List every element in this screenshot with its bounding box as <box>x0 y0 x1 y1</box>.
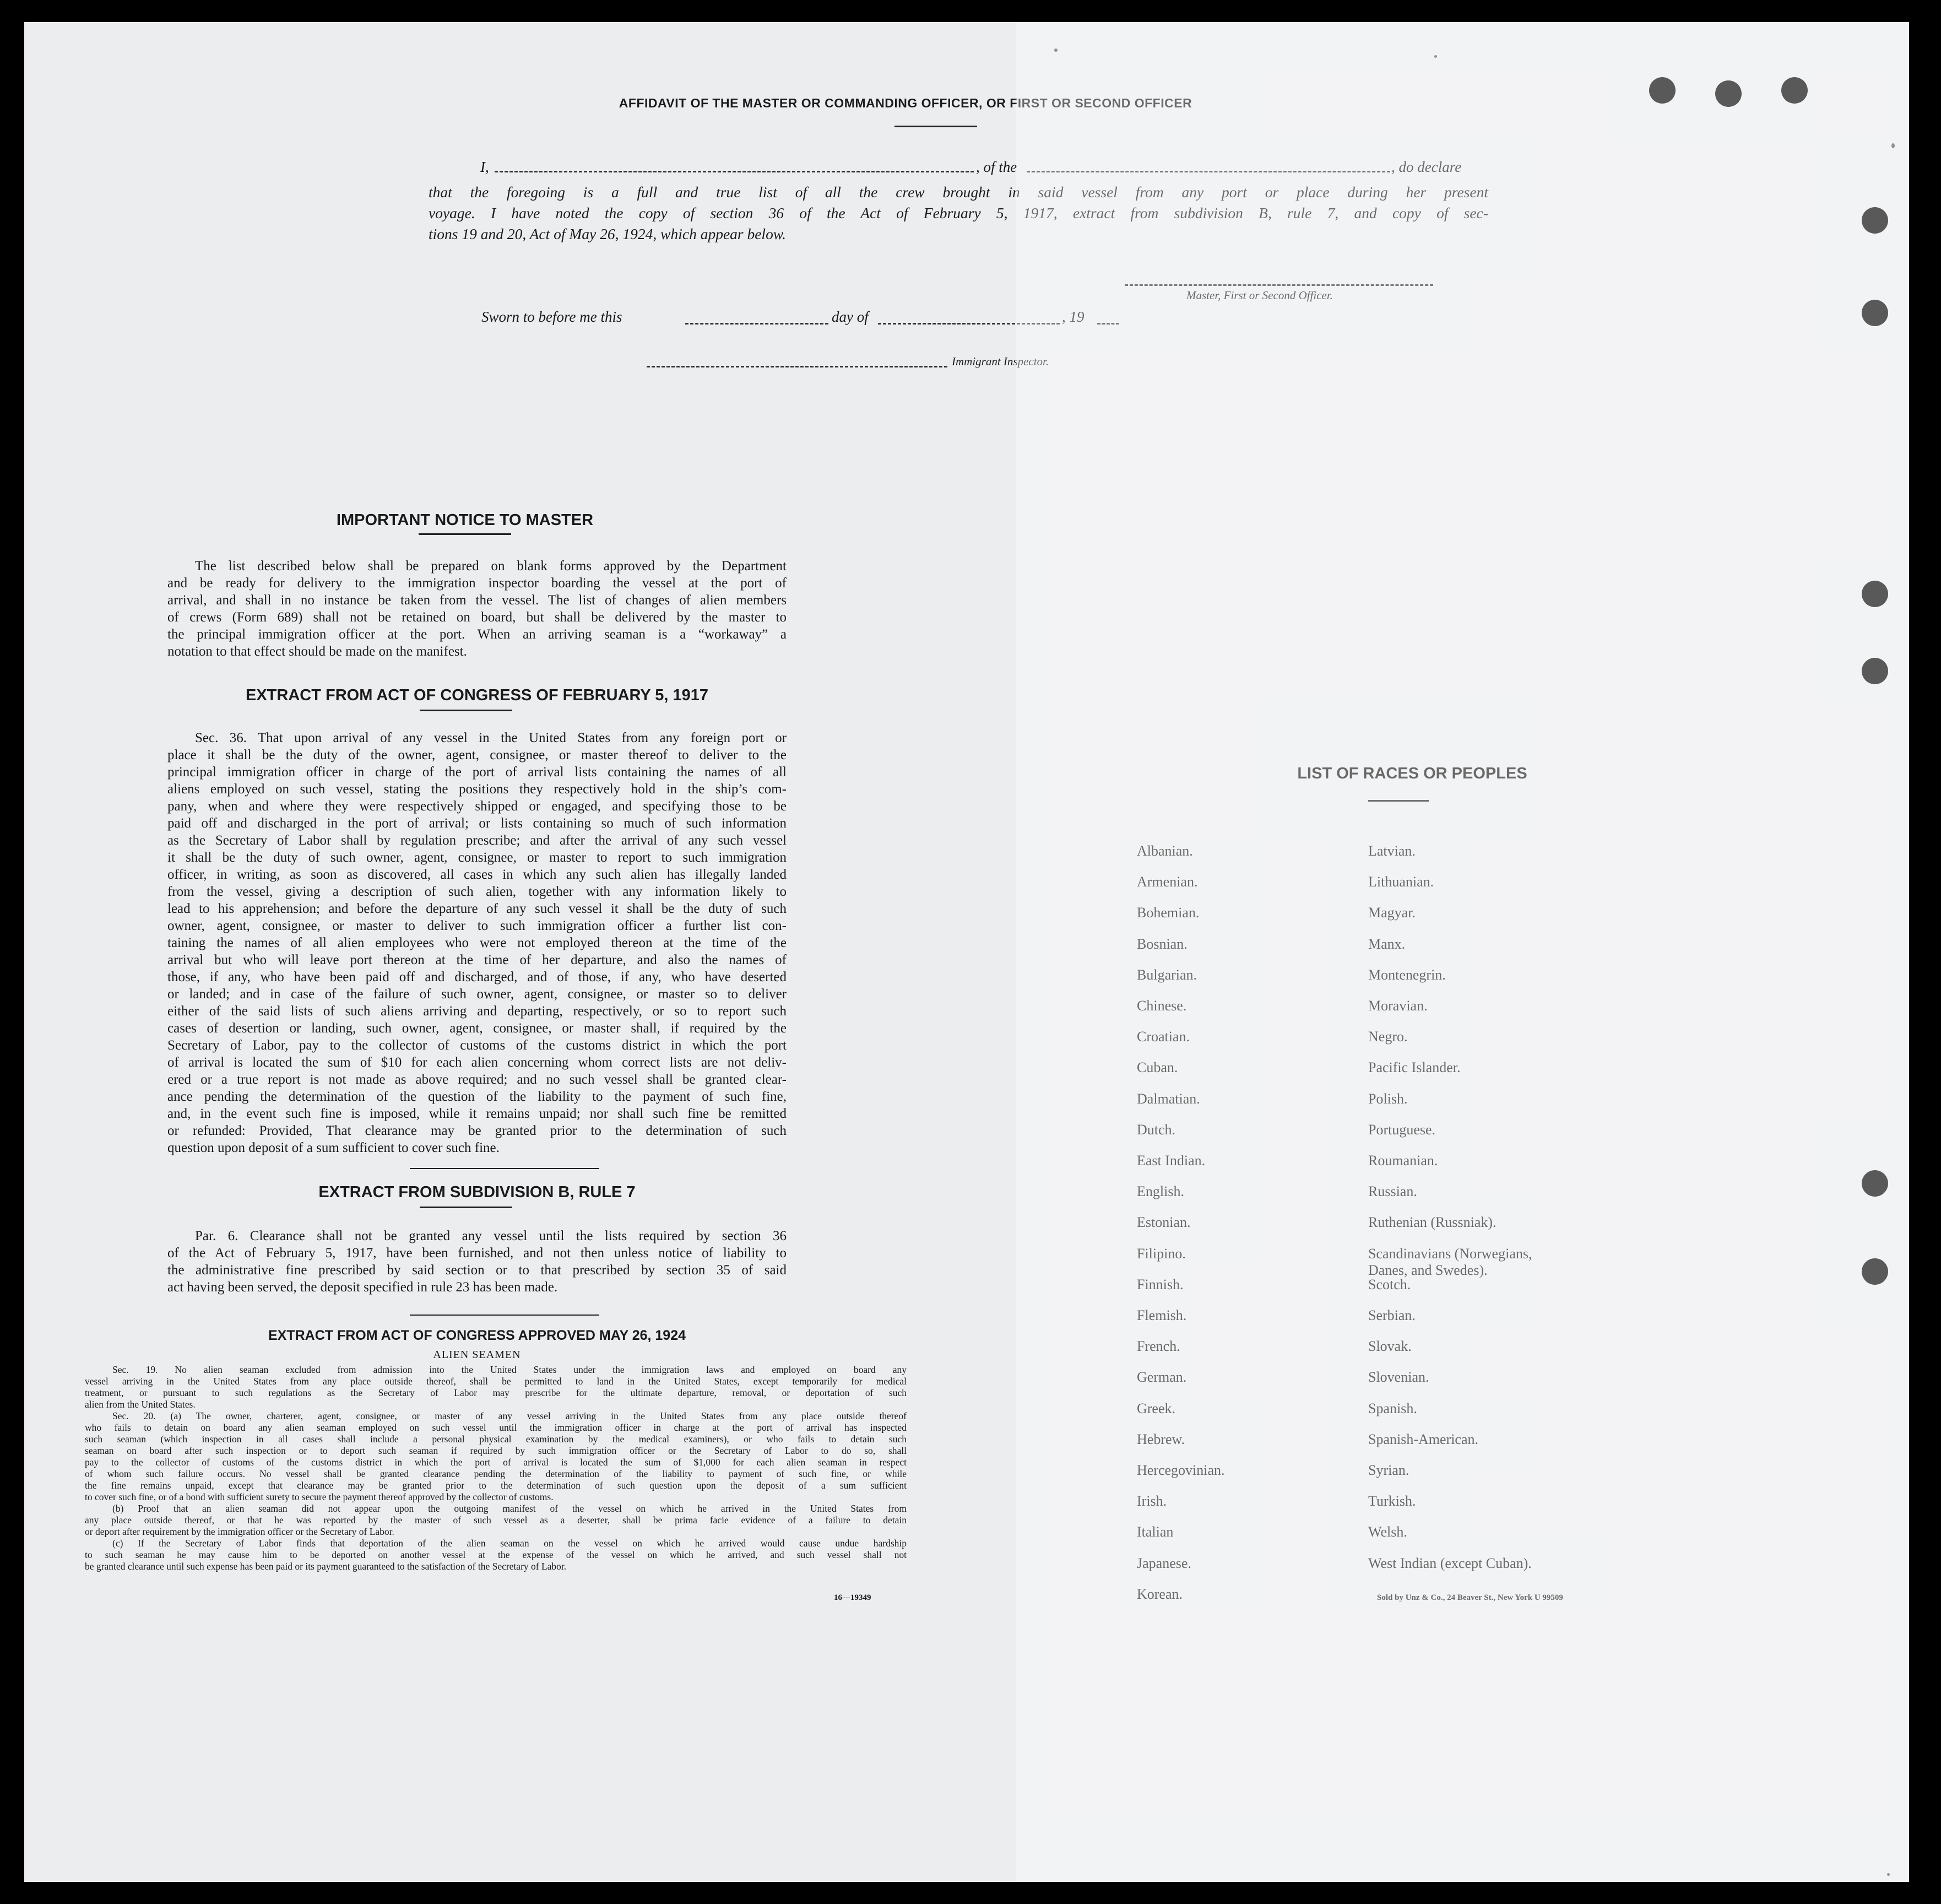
sec36-line: officer, in writing, as soon as discovered, all cases in which any such alien has illegally landed <box>167 867 787 882</box>
rule7-divider <box>420 1207 512 1208</box>
sec36-line: it shall be the duty of such owner, agent, consignee, or master to report to such immigration <box>167 850 787 865</box>
sec20-line: any place outside thereof, or that he was reported by the master of such vessel as a deserter, shall be prima facie evidence of a failure to detain <box>85 1514 907 1526</box>
race-item: Estonian. <box>1137 1214 1191 1231</box>
form-number: 16—19349 <box>834 1593 871 1602</box>
punch-hole <box>1862 581 1888 607</box>
sec36-line: or refunded: Provided, That clearance may be granted prior to the determination of such <box>167 1123 787 1138</box>
sec36-line: from the vessel, giving a description of such alien, together with any information likely to <box>167 884 787 899</box>
inspector-signature-field[interactable] <box>647 366 947 367</box>
race-item: Chinese. <box>1137 998 1187 1014</box>
sec36-line: aliens employed on such vessel, stating the positions they respectively hold in the ship’s com- <box>167 782 787 797</box>
notice-line: notation to that effect should be made on the manifest. <box>167 644 467 659</box>
race-item: Slovenian. <box>1368 1369 1429 1386</box>
sec36-line: Secretary of Labor, pay to the collector of customs of the customs district in which the port <box>167 1038 787 1053</box>
race-item: Dalmatian. <box>1137 1090 1200 1107</box>
sec36-line: cases of desertion or landing, such owner, agent, consignee, or master shall, if required by the <box>167 1021 787 1036</box>
race-item: Italian <box>1137 1524 1174 1540</box>
races-divider <box>1368 800 1429 802</box>
affidavit-declare-label: , do declare <box>1391 159 1462 175</box>
race-item: Flemish. <box>1137 1307 1187 1323</box>
punch-hole <box>1781 77 1808 104</box>
race-item: Moravian. <box>1368 998 1428 1014</box>
race-item: Spanish-American. <box>1368 1431 1479 1447</box>
sworn-label: Sworn to before me this <box>481 309 622 325</box>
sec36-line: owner, agent, consignee, or master to deliver to such immigration officer a further list con- <box>167 918 787 933</box>
race-item: Cuban. <box>1137 1059 1178 1076</box>
rule7-body <box>167 1227 787 1296</box>
notice-line: The list described below shall be prepared on blank forms approved by the Department <box>195 559 787 574</box>
day-of-label: day of <box>832 309 869 325</box>
notice-line: of crews (Form 689) shall not be retained on board, but shall be delivered by the master to <box>167 610 787 625</box>
sec36-line: ered or a true report is not made as above required; and no such vessel shall be granted clear- <box>167 1072 787 1087</box>
ink-speck <box>1054 48 1058 52</box>
master-name-field[interactable] <box>495 171 974 172</box>
punch-hole <box>1862 300 1888 326</box>
sec36-line: arrival but who will leave port thereon at the time of her departure, and also the names of <box>167 953 787 967</box>
section-divider <box>410 1168 599 1169</box>
race-item: Polish. <box>1368 1090 1408 1107</box>
race-item: Armenian. <box>1137 874 1198 890</box>
sec36-line: and, in the event such fine is imposed, while it remains unpaid; nor shall such fine be remitted <box>167 1106 787 1121</box>
notice-line: the principal immigration officer at the port. When an arriving seaman is a “workaway” a <box>167 627 787 642</box>
race-item: Syrian. <box>1368 1462 1409 1478</box>
race-item: Pacific Islander. <box>1368 1059 1461 1076</box>
race-item: Scandinavians (Norwegians, <box>1368 1245 1532 1262</box>
race-item: French. <box>1137 1338 1180 1355</box>
punch-hole <box>1862 207 1888 234</box>
race-item: Serbian. <box>1368 1307 1416 1323</box>
notice-title: IMPORTANT NOTICE TO MASTER <box>336 511 594 529</box>
race-item: Bulgarian. <box>1137 966 1197 983</box>
affidavit-title: AFFIDAVIT OF THE MASTER OR COMMANDING OFFICER, OR FIRST OR SECOND OFFICER <box>619 96 1192 110</box>
sec36-line: Sec. 36. That upon arrival of any vessel in the United States from any foreign port or <box>195 731 787 745</box>
extract-1917-body <box>167 729 787 1156</box>
punch-hole <box>1649 77 1676 104</box>
rule7-line: Par. 6. Clearance shall not be granted any vessel until the lists required by section 36 <box>195 1229 787 1243</box>
race-item: Hebrew. <box>1137 1431 1185 1447</box>
race-item: East Indian. <box>1137 1153 1206 1169</box>
ink-speck <box>1891 143 1895 148</box>
notice-divider <box>419 533 511 535</box>
race-item: Filipino. <box>1137 1245 1186 1262</box>
sec20-line: who fails to detain on board any alien seaman employed on such vessel until the immigration officer in charge at the port of arrival has inspected <box>85 1422 907 1433</box>
affidavit-of-the-label: , of the <box>976 159 1017 175</box>
sec36-line: taining the names of all alien employees who were not employed thereon at the time of the <box>167 935 787 950</box>
race-item: Korean. <box>1137 1586 1183 1602</box>
master-signature-field[interactable] <box>1125 284 1433 286</box>
sec36-line: paid off and discharged in the port of arrival; or lists containing so much of such information <box>167 816 787 831</box>
sec20-line: to cover such fine, or of a bond with sufficient surety to secure the payment thereof approved by the collector of customs. <box>85 1491 554 1502</box>
sec36-line: or landed; and in case of the failure of such owner, agent, consignee, or master so to deliver <box>167 987 787 1002</box>
race-item: Roumanian. <box>1368 1153 1438 1169</box>
sworn-year-field[interactable] <box>1097 323 1119 324</box>
sec36-line: ance pending the determination of the question of the liability to the payment of such fine, <box>167 1089 787 1104</box>
notice-line: and be ready for delivery to the immigration inspector boarding the vessel at the port of <box>167 576 787 591</box>
race-item: Scotch. <box>1368 1276 1411 1292</box>
race-item: Ruthenian (Russniak). <box>1368 1214 1497 1231</box>
sec36-line: lead to his apprehension; and before the departure of any such vessel it shall be the duty of such <box>167 901 787 916</box>
sec20-line: the fine remains unpaid, except that clearance may be granted prior to the determination of such question upon the deposit of a sum sufficient <box>85 1480 907 1491</box>
ink-speck <box>1887 1873 1890 1876</box>
punch-hole <box>1862 1258 1888 1285</box>
race-item: Irish. <box>1137 1493 1167 1510</box>
race-item: Spanish. <box>1368 1400 1417 1416</box>
race-item: Croatian. <box>1137 1029 1190 1045</box>
rule7-title: EXTRACT FROM SUBDIVISION B, RULE 7 <box>318 1183 636 1201</box>
race-item: Welsh. <box>1368 1524 1407 1540</box>
sec20-line: to such seaman he may cause him to be deported on another vessel at the expense of the vessel on which he arrived, and such vessel shall not <box>85 1549 907 1560</box>
sec20-line: seaman on board after such inspection or to deport such seaman if required by such immigration officer or the Secretary of Labor to do so, shall <box>85 1445 907 1456</box>
sec36-line: principal immigration officer in charge of the port of arrival lists containing the names of all <box>167 765 787 780</box>
rule7-line: the administrative fine prescribed by said section or to that prescribed by section 35 of said <box>167 1263 787 1278</box>
race-item: Latvian. <box>1368 843 1416 859</box>
race-item: Albanian. <box>1137 843 1193 859</box>
sec20-line: pay to the collector of customs of the customs district in which the port of arrival is located the sum of $1,000 for each alien seaman in respect <box>85 1457 907 1468</box>
extract-1917-divider <box>420 710 512 711</box>
race-item: Finnish. <box>1137 1276 1184 1292</box>
sec20-line: or deport after requirement by the immigration officer or the Secretary of Labor. <box>85 1526 394 1537</box>
punch-hole <box>1862 658 1888 684</box>
race-item: Danes, and Swedes). <box>1368 1262 1488 1278</box>
race-item: Hercegovinian. <box>1137 1462 1225 1478</box>
rule7-line: act having been served, the deposit specified in rule 23 has been made. <box>167 1280 558 1295</box>
document-page <box>24 22 1909 1882</box>
sec20-line: (c) If the Secretary of Labor finds that deportation of the alien seaman on the vessel on which he arrived would cause undue hardship <box>112 1538 907 1549</box>
sworn-month-field[interactable] <box>878 323 1060 324</box>
signature-caption: Master, First or Second Officer. <box>1186 289 1333 302</box>
affidavit-body-line1: that the foregoing is a full and true list of all the crew brought in said vessel from any port or place during her present <box>429 183 1488 201</box>
affidavit-body-line2: voyage. I have noted the copy of section 36 of the Act of February 5, 1917, extract from subdivision B, rule 7, and copy of sec- <box>429 204 1488 221</box>
sec20-line: (b) Proof that an alien seaman did not appear upon the outgoing manifest of the vessel on which he arrived in the United States from <box>112 1503 907 1514</box>
sec36-line: either of the said lists of such aliens arriving and departing, respectively, or so to report such <box>167 1004 787 1019</box>
sec36-line: those, if any, who have been paid off and discharged, and of those, if any, who have deserted <box>167 970 787 985</box>
sec19-line: vessel arriving in the United States from any place outside thereof, shall be permitted to land in the United States, except temporarily for medical <box>85 1376 907 1387</box>
sworn-day-field[interactable] <box>685 323 828 324</box>
race-item: Bohemian. <box>1137 905 1200 921</box>
inspector-caption: Immigrant Inspector. <box>952 355 1049 368</box>
sec36-line: pany, when and where they were respectively shipped or engaged, and specifying those to be <box>167 799 787 814</box>
extract-1924-title: EXTRACT FROM ACT OF CONGRESS APPROVED MAY 26, 1924 <box>268 1328 686 1343</box>
sec20-line: Sec. 20. (a) The owner, charterer, agent, consignee, or master of any vessel arriving in the United States from any place outside thereof <box>112 1410 907 1421</box>
race-item: Magyar. <box>1368 905 1416 921</box>
section-divider <box>410 1315 599 1316</box>
punch-hole <box>1862 1170 1888 1197</box>
rule7-line: of the Act of February 5, 1917, have been furnished, and not then unless notice of liability to <box>167 1246 787 1261</box>
punch-hole <box>1715 80 1742 107</box>
title-divider <box>894 126 977 127</box>
vessel-name-field[interactable] <box>1027 171 1390 172</box>
ink-speck <box>1434 55 1437 58</box>
notice-body <box>167 558 787 660</box>
race-item: Montenegrin. <box>1368 966 1446 983</box>
sec36-line: as the Secretary of Labor shall by regulation prescribe; and after the arrival of any such vessel <box>167 833 787 848</box>
sec19-line: alien from the United States. <box>85 1399 196 1410</box>
sec36-line: question upon deposit of a sum sufficient to cover such fine. <box>167 1140 500 1155</box>
year-label: , 19 <box>1062 309 1085 325</box>
sec19-line: Sec. 19. No alien seaman excluded from admission into the United States under the immigration laws and employed on board any <box>112 1364 907 1375</box>
extract-1924-body <box>85 1364 907 1572</box>
race-item: Japanese. <box>1137 1555 1191 1571</box>
race-item: Negro. <box>1368 1029 1408 1045</box>
extract-1917-title: EXTRACT FROM ACT OF CONGRESS OF FEBRUARY 5, 1917 <box>245 686 709 704</box>
sec20-line: be granted clearance until such expense has been paid or its payment guaranteed to the satisfaction of the Secretary of Labor. <box>85 1561 567 1572</box>
sec36-line: place it shall be the duty of the owner, agent, consignee, or master thereof to deliver to the <box>167 748 787 762</box>
race-item: German. <box>1137 1369 1187 1386</box>
race-item: Bosnian. <box>1137 935 1188 952</box>
race-item: Portuguese. <box>1368 1121 1436 1138</box>
race-item: Lithuanian. <box>1368 874 1434 890</box>
race-item: Dutch. <box>1137 1121 1176 1138</box>
affidavit-body-line3: tions 19 and 20, Act of May 26, 1924, which appear below. <box>429 225 787 242</box>
race-item: Slovak. <box>1368 1338 1412 1355</box>
notice-line: arrival, and shall in no instance be taken from the vessel. The list of changes of alien members <box>167 593 787 608</box>
sec36-line: of arrival is located the sum of $10 for each alien concerning whom correct lists are not deliv- <box>167 1055 787 1070</box>
sec20-line: of whom such failure occurs. No vessel shall be granted clearance pending the determination of the liability to payment of such fine, or while <box>85 1468 907 1479</box>
race-item: English. <box>1137 1183 1184 1200</box>
affidavit-i-label: I, <box>480 159 489 175</box>
sec20-line: such seaman (which inspection in all cases shall include a personal physical examination by the medical examiners), or who fails to detain such <box>85 1434 907 1445</box>
race-item: West Indian (except Cuban). <box>1368 1555 1532 1571</box>
extract-1924-subtitle: ALIEN SEAMEN <box>433 1349 521 1361</box>
printer-note: Sold by Unz & Co., 24 Beaver St., New York U 99509 <box>1377 1593 1563 1602</box>
race-item: Russian. <box>1368 1183 1417 1200</box>
race-item: Greek. <box>1137 1400 1176 1416</box>
race-item: Turkish. <box>1368 1493 1416 1510</box>
race-item: Manx. <box>1368 935 1406 952</box>
sec19-line: treatment, or pursuant to such regulations as the Secretary of Labor may prescribe for the ultimate departure, removal, or deportation of such <box>85 1387 907 1398</box>
races-title: LIST OF RACES OR PEOPLES <box>1297 765 1527 782</box>
